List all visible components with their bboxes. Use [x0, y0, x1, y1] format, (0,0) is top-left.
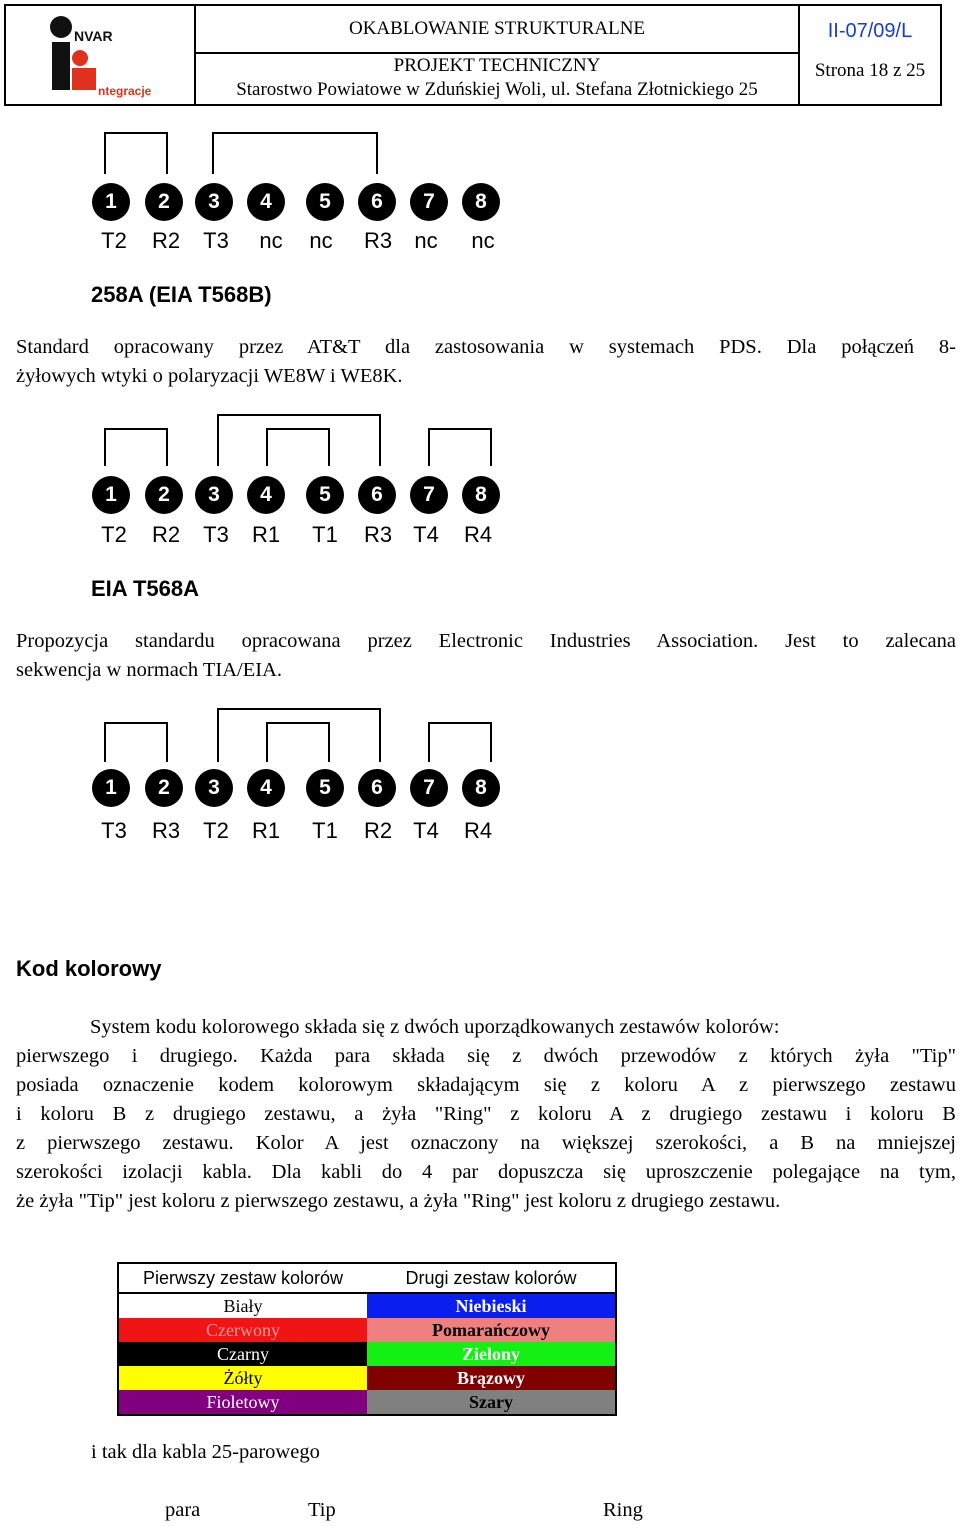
logo-dot — [50, 16, 72, 38]
first-set-color: Czarny — [119, 1342, 367, 1366]
column-label-tip: Tip — [308, 1499, 336, 1521]
pin-3: 3 — [195, 183, 233, 221]
pin-2: 2 — [145, 183, 183, 221]
pair-bracket — [212, 132, 378, 174]
pin-label: R3 — [151, 818, 181, 843]
pin-label: T2 — [203, 818, 229, 843]
second-set-color: Niebieski — [367, 1294, 615, 1318]
pin-6: 6 — [358, 769, 396, 807]
document-code: II-07/09/L — [827, 20, 913, 42]
pair-bracket — [104, 428, 168, 466]
paragraph-line: posiada oznaczenie kodem kolorowym składającym się z koloru A z pierwszego zestawu — [16, 1074, 956, 1096]
pin-label: T4 — [413, 818, 439, 843]
pin-5: 5 — [306, 183, 344, 221]
paragraph-line: pierwszego i drugiego. Każda para składa się z dwóch przewodów z których żyła "Tip" — [16, 1045, 956, 1067]
cable-25-pair-note: i tak dla kabla 25-parowego — [91, 1441, 320, 1463]
paragraph-line: szerokości izolacji kabla. Dla kabli do 4 par dopuszcza się uproszczenie polegające na tym, — [16, 1161, 956, 1183]
pinout-diagram-2 — [0, 412, 960, 552]
logo-text-top: NVAR — [74, 28, 113, 44]
second-set-color: Zielony — [367, 1342, 615, 1366]
pin-2: 2 — [145, 769, 183, 807]
pin-3: 3 — [195, 769, 233, 807]
pin-2: 2 — [145, 476, 183, 514]
table-row — [119, 1318, 615, 1342]
pin-label: T3 — [101, 818, 127, 843]
section-heading-t568a: EIA T568A — [91, 576, 200, 601]
section-heading-color-code: Kod kolorowy — [16, 956, 162, 981]
pin-8: 8 — [462, 769, 500, 807]
pin-label: R1 — [251, 818, 281, 843]
pin-label: R1 — [251, 522, 281, 547]
pin-3: 3 — [195, 476, 233, 514]
header-title-block — [196, 6, 800, 104]
pin-8: 8 — [462, 476, 500, 514]
pin-label: R4 — [463, 522, 493, 547]
pin-label: nc — [414, 228, 438, 253]
pin-label: T3 — [203, 228, 229, 253]
table-row — [119, 1366, 615, 1390]
pin-1: 1 — [92, 476, 130, 514]
pin-7: 7 — [410, 476, 448, 514]
second-set-color: Pomarańczowy — [367, 1318, 615, 1342]
pin-6: 6 — [358, 476, 396, 514]
second-set-color: Brązowy — [367, 1366, 615, 1390]
pin-5: 5 — [306, 769, 344, 807]
table-header-first-set: Pierwszy zestaw kolorów — [142, 1268, 344, 1288]
table-header-second-set: Drugi zestaw kolorów — [405, 1268, 577, 1288]
pin-label: R3 — [363, 228, 393, 253]
pin-label: R3 — [363, 522, 393, 547]
pin-label: T2 — [101, 228, 127, 253]
pin-label: R2 — [151, 522, 181, 547]
logo-text-bottom: ntegracje — [98, 84, 152, 98]
pin-label: nc — [471, 228, 495, 253]
pin-4: 4 — [247, 183, 285, 221]
pin-label: nc — [259, 228, 283, 253]
first-set-color: Biały — [119, 1294, 367, 1318]
header-meta — [800, 6, 940, 104]
paragraph-line: z pierwszego zestawu. Kolor A jest oznaczony na większej szerokości, a B na mniejszej — [16, 1132, 956, 1154]
column-label-para: para — [165, 1499, 201, 1521]
second-set-color: Szary — [367, 1390, 615, 1414]
paragraph-line: Propozycja standardu opracowana przez Electronic Industries Association. Jest to zalecana — [16, 630, 956, 652]
pin-7: 7 — [410, 183, 448, 221]
pin-label: nc — [309, 228, 333, 253]
paragraph-line: Standard opracowany przez AT&T dla zastosowania w systemach PDS. Dla połączeń 8- — [16, 336, 956, 358]
table-header-row — [119, 1264, 615, 1294]
section-heading-t568b: 258A (EIA T568B) — [91, 282, 272, 307]
pair-bracket — [104, 132, 168, 174]
pin-8: 8 — [462, 183, 500, 221]
first-set-color: Żółty — [119, 1366, 367, 1390]
pin-label: T4 — [413, 522, 439, 547]
page-number: Strona 18 z 25 — [814, 60, 926, 81]
document-title: OKABLOWANIE STRUKTURALNE — [196, 6, 798, 54]
pair-bracket — [104, 722, 168, 762]
paragraph-line: sekwencja w normach TIA/EIA. — [16, 659, 283, 681]
pin-4: 4 — [247, 769, 285, 807]
pin-label: T1 — [312, 818, 338, 843]
pair-bracket — [266, 722, 330, 762]
page-header — [4, 4, 942, 106]
company-logo — [6, 6, 196, 104]
color-code-table — [117, 1262, 617, 1416]
pair-bracket — [428, 428, 492, 466]
pin-label: R2 — [363, 818, 393, 843]
table-row — [119, 1390, 615, 1414]
pin-6: 6 — [358, 183, 396, 221]
paragraph-line: żyłowych wtyki o polaryzacji WE8W i WE8K. — [16, 365, 403, 387]
first-set-color: Fioletowy — [119, 1390, 367, 1414]
pin-label: R4 — [463, 818, 493, 843]
table-row — [119, 1294, 615, 1318]
paragraph-line: System kodu kolorowego składa się z dwóch uporządkowanych zestawów kolorów: — [90, 1016, 780, 1038]
paragraph-line: i koloru B z drugiego zestawu, a żyła "Ring" z koloru A z drugiego zestawu i koloru B — [16, 1103, 956, 1125]
paragraph-line: że żyła "Tip" jest koloru z pierwszego zestawu, a żyła "Ring" jest koloru z drugiego zestawu. — [16, 1190, 781, 1212]
pin-label: T3 — [203, 522, 229, 547]
column-label-ring: Ring — [603, 1499, 643, 1521]
document-address: Starostwo Powiatowe w Zduńskiej Woli, ul. Stefana Złotnickiego 25 — [236, 79, 758, 100]
document-subtitle: PROJEKT TECHNICZNY — [393, 55, 601, 76]
pinout-diagram-1 — [0, 130, 960, 260]
pair-bracket — [428, 722, 492, 762]
pin-1: 1 — [92, 183, 130, 221]
pin-5: 5 — [306, 476, 344, 514]
pin-label: R2 — [151, 228, 181, 253]
logo-bar — [52, 42, 70, 90]
logo-red-bar — [72, 68, 96, 90]
pin-4: 4 — [247, 476, 285, 514]
table-row — [119, 1342, 615, 1366]
logo-red-dot — [72, 50, 88, 66]
pinout-diagram-3 — [0, 706, 960, 851]
pin-label: T2 — [101, 522, 127, 547]
first-set-color: Czerwony — [119, 1318, 367, 1342]
pin-1: 1 — [92, 769, 130, 807]
pin-7: 7 — [410, 769, 448, 807]
pin-label: T1 — [312, 522, 338, 547]
pair-bracket — [266, 428, 330, 466]
